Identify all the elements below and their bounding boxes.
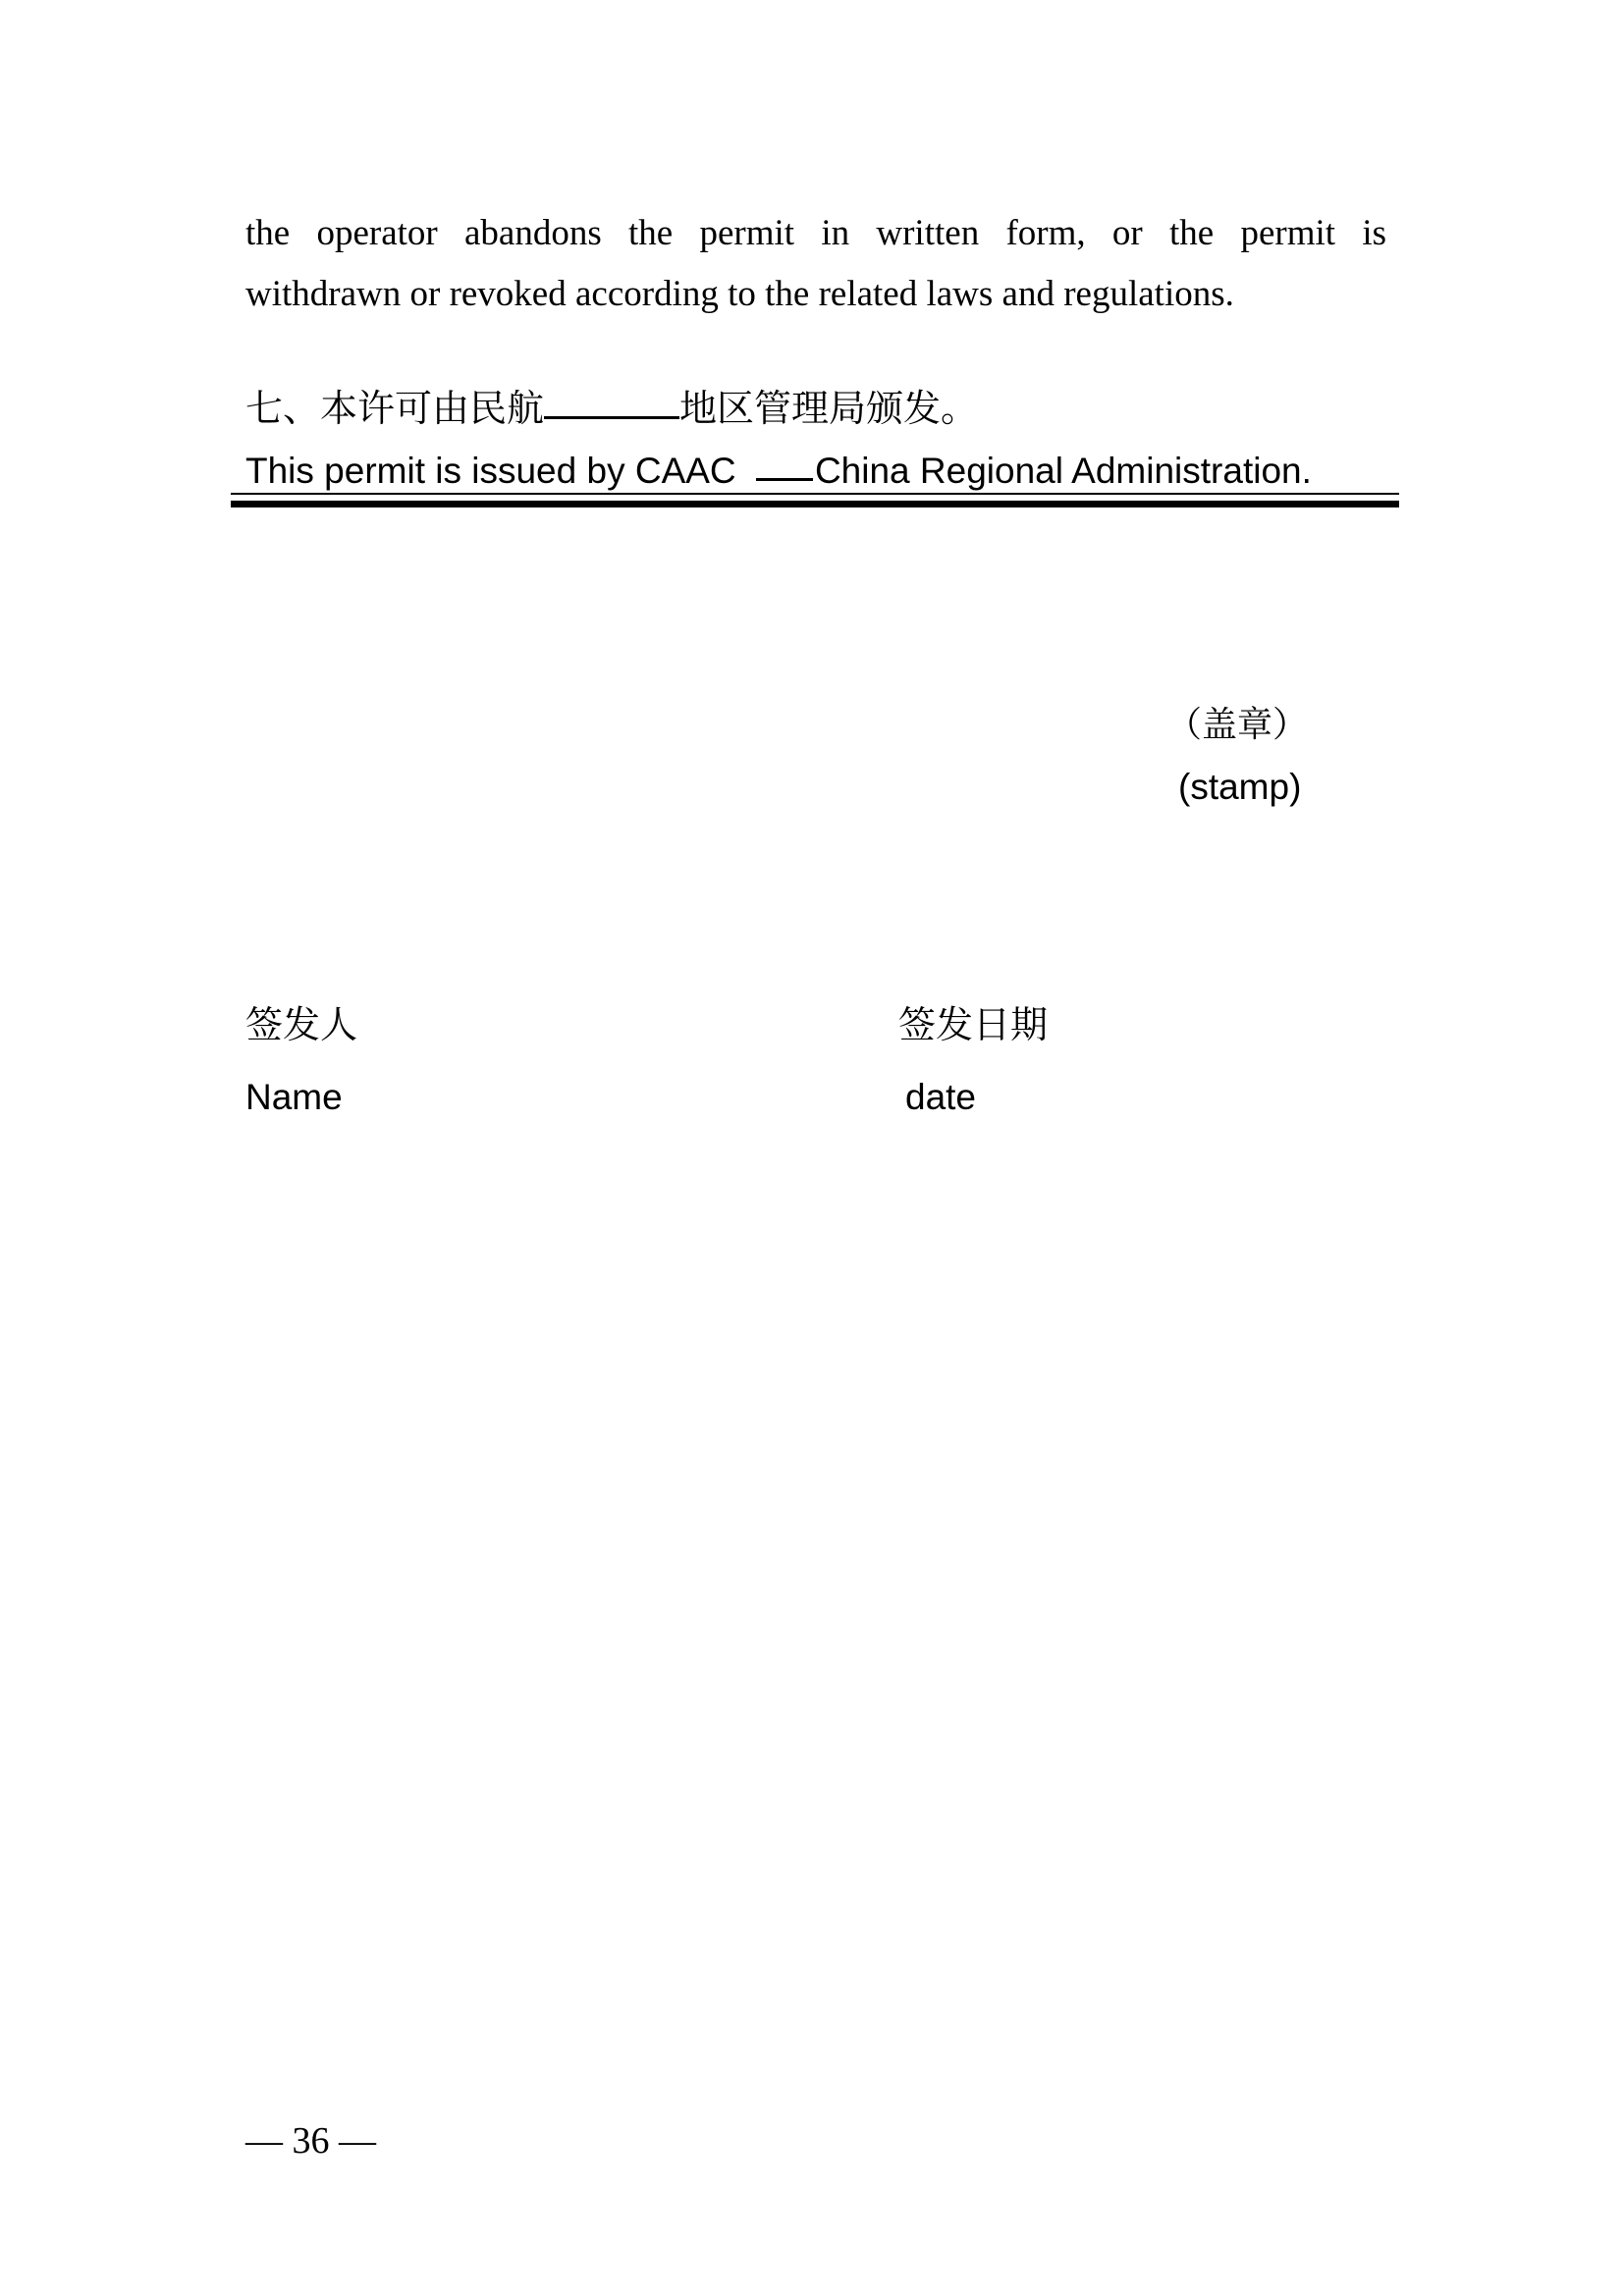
paragraph-line-1: the operator abandons the permit in written form, or the permit is [245, 213, 1386, 253]
clause-seven-cn-prefix: 七、本许可由民航 [245, 389, 545, 430]
date-label-cn: 签发日期 [898, 1005, 1049, 1046]
clause-seven-en-suffix: China Regional Administration. [814, 451, 1312, 491]
fill-in-blank [756, 476, 813, 481]
issuer-label-cn: 签发人 [245, 1005, 358, 1046]
fill-in-blank [544, 414, 679, 419]
clause-seven-en-prefix: This permit is issued by CAAC [245, 451, 736, 491]
stamp-label-cn: （盖章） [1166, 705, 1309, 744]
stamp-label-en: (stamp) [1178, 767, 1302, 807]
page-number: — 36 — [245, 2120, 376, 2162]
clause-seven-cn [245, 385, 978, 434]
issuer-label-en: Name [245, 1077, 343, 1117]
clause-seven-cn-suffix: 地区管理局颁发。 [679, 389, 979, 430]
paragraph-line-2: withdrawn or revoked according to the related laws and regulations. [245, 274, 1234, 314]
divider-thick [231, 501, 1399, 507]
clause-seven-en [245, 448, 1312, 495]
divider-thin [231, 493, 1399, 495]
date-label-en: date [905, 1077, 977, 1117]
